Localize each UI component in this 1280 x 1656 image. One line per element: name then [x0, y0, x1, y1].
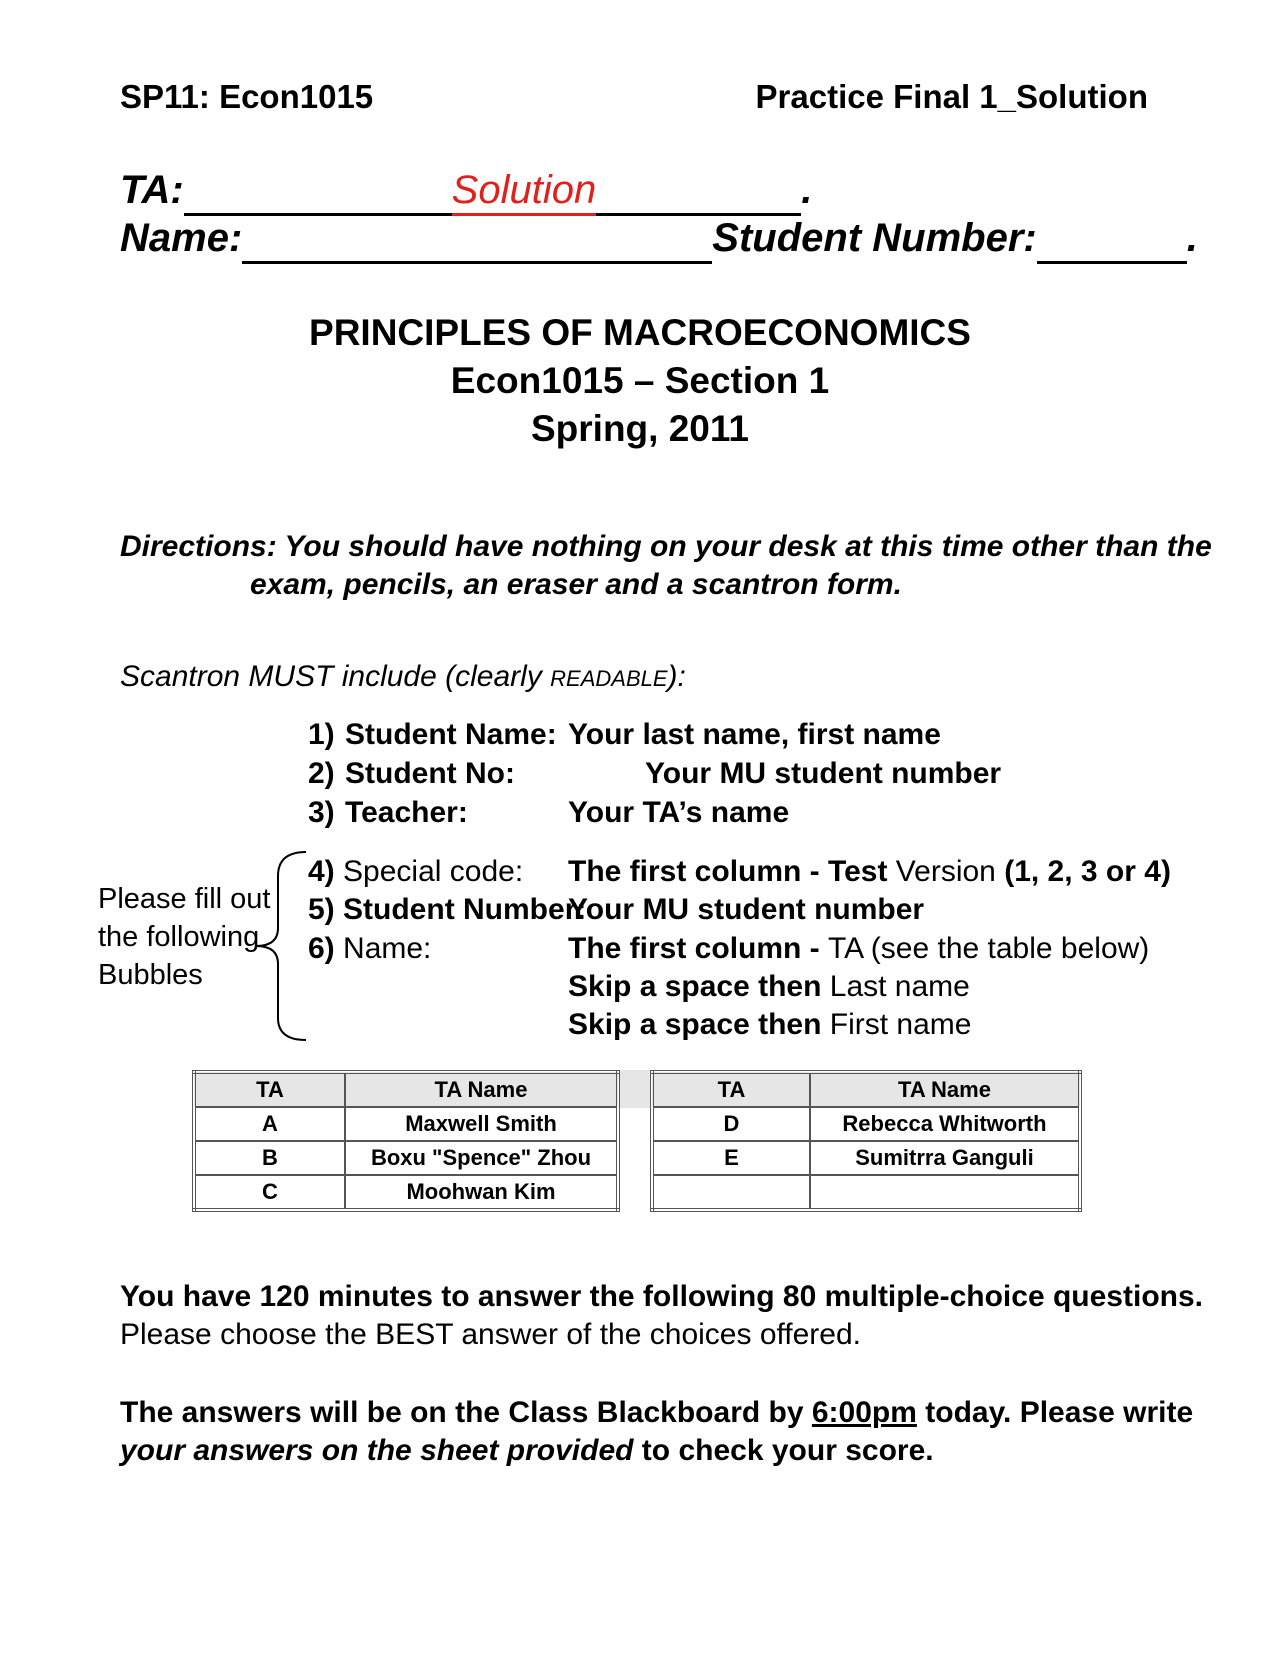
item-6-plain: TA (see the table below)	[828, 932, 1150, 965]
table-header-row	[652, 1072, 1080, 1107]
item-1-num: 1)	[308, 718, 335, 751]
name-field	[120, 216, 1198, 264]
item-1-value: Your last name, first name	[568, 718, 941, 751]
bubble-note-line-2: the following	[98, 921, 260, 953]
directions-label: Directions	[120, 530, 267, 563]
table-row	[194, 1107, 618, 1141]
ta-blank-left	[184, 168, 452, 216]
item-5-label: Student Number:	[343, 893, 587, 926]
col-name-header: TA Name	[810, 1072, 1080, 1107]
item-5	[308, 893, 586, 927]
ta-name: Moohwan Kim	[345, 1175, 618, 1210]
directions-line-1	[120, 530, 1212, 564]
time-instruction: You have 120 minutes to answer the following 80 multiple-choice questions.	[120, 1280, 1203, 1313]
item-6-label: Name:	[343, 932, 432, 965]
item-3-label: Teacher:	[345, 796, 468, 829]
ta-name	[810, 1175, 1080, 1210]
item-3-num: 3)	[308, 796, 335, 829]
item-6-last-name	[568, 970, 970, 1004]
ta-letter: A	[194, 1107, 345, 1141]
ta-blank-right	[596, 168, 801, 216]
bubble-note	[98, 880, 271, 994]
ta-name: Boxu "Spence" Zhou	[345, 1141, 618, 1175]
ta-end: .	[801, 168, 813, 212]
ta-name: Sumitrra Ganguli	[810, 1141, 1080, 1175]
item-5-value: Your MU student number	[568, 893, 925, 926]
name-label: Name:	[120, 216, 243, 260]
col-ta-header: TA	[194, 1072, 345, 1107]
name-end: .	[1186, 216, 1198, 260]
col-ta-header: TA	[652, 1072, 810, 1107]
course-code: SP11: Econ1015	[120, 78, 374, 115]
item-3-value: Your TA’s name	[568, 796, 790, 829]
course-section: Econ1015 – Section 1	[450, 360, 830, 401]
directions-text-1: : You should have nothing on your desk at this time other than the	[266, 530, 1212, 563]
item-2-value: Your MU student number	[645, 757, 1002, 790]
table-row	[194, 1141, 618, 1175]
exam-title: Practice Final 1_Solution	[755, 78, 1148, 115]
ta-solution-value: Solution	[452, 168, 597, 216]
ta-letter: C	[194, 1175, 345, 1210]
table-row	[652, 1141, 1080, 1175]
last-name-text: Last name	[821, 970, 970, 1003]
item-5-num: 5)	[308, 893, 335, 926]
table-row	[652, 1175, 1080, 1210]
scantron-intro-readable: READABLE	[550, 666, 668, 691]
item-6-bold: The first column -	[568, 932, 829, 965]
col-name-header: TA Name	[345, 1072, 618, 1107]
answers-line-2	[120, 1434, 934, 1468]
ta-letter: E	[652, 1141, 810, 1175]
item-6-first-name	[568, 1008, 971, 1042]
answers-text-a: The answers will be on the Class Blackboard by	[120, 1396, 812, 1429]
ta-letter: B	[194, 1141, 345, 1175]
scantron-intro-a: Scantron MUST include (clearly	[120, 660, 551, 693]
item-6-value	[568, 932, 1149, 966]
ta-table-left	[192, 1070, 620, 1212]
answers-text-c: your answers on the sheet provided	[120, 1434, 634, 1467]
ta-label: TA:	[120, 168, 184, 212]
item-4	[308, 855, 523, 889]
answers-text-b: today. Please write	[916, 1396, 1194, 1429]
item-6	[308, 932, 431, 966]
answers-text-d: to check your score.	[633, 1434, 934, 1467]
student-number-label: Student Number:	[712, 216, 1037, 260]
ta-table-right	[650, 1070, 1082, 1212]
item-2-label: Student No:	[345, 757, 515, 790]
name-blank	[242, 216, 712, 264]
item-4-plain: Version	[887, 855, 1005, 888]
directions-line-2: exam, pencils, an eraser and a scantron form.	[250, 568, 902, 601]
skip-space-bold-2: Skip a space then	[568, 1008, 822, 1041]
table-gap-shading	[620, 1070, 650, 1108]
course-term: Spring, 2011	[531, 408, 749, 449]
ta-field	[120, 168, 812, 216]
item-4-value	[568, 855, 1171, 889]
ta-letter: D	[652, 1107, 810, 1141]
skip-space-bold-1: Skip a space then	[568, 970, 822, 1003]
answers-time: 6:00pm	[811, 1396, 917, 1429]
bubble-note-line-1: Please fill out	[98, 883, 271, 915]
table-row	[652, 1107, 1080, 1141]
choose-instruction: Please choose the BEST answer of the choices offered.	[120, 1318, 862, 1351]
item-1-label: Student Name:	[345, 718, 557, 751]
item-4-label: Special code:	[343, 855, 524, 888]
bubble-note-line-3: Bubbles	[98, 959, 203, 991]
item-4-bold-1: The first column - Test	[568, 855, 888, 888]
table-row	[194, 1175, 618, 1210]
scantron-intro	[120, 660, 686, 694]
item-6-num: 6)	[308, 932, 335, 965]
brace-icon	[248, 848, 310, 1044]
student-number-blank	[1037, 216, 1187, 264]
scantron-intro-c: ):	[667, 660, 686, 693]
item-4-num: 4)	[308, 855, 335, 888]
ta-name: Rebecca Whitworth	[810, 1107, 1080, 1141]
ta-name: Maxwell Smith	[345, 1107, 618, 1141]
table-header-row	[194, 1072, 618, 1107]
ta-letter	[652, 1175, 810, 1210]
answers-line-1	[120, 1396, 1193, 1430]
course-title: PRINCIPLES OF MACROECONOMICS	[309, 312, 971, 353]
first-name-text: First name	[821, 1008, 972, 1041]
item-2-num: 2)	[308, 757, 335, 790]
item-4-bold-2: (1, 2, 3 or 4)	[1004, 855, 1171, 888]
